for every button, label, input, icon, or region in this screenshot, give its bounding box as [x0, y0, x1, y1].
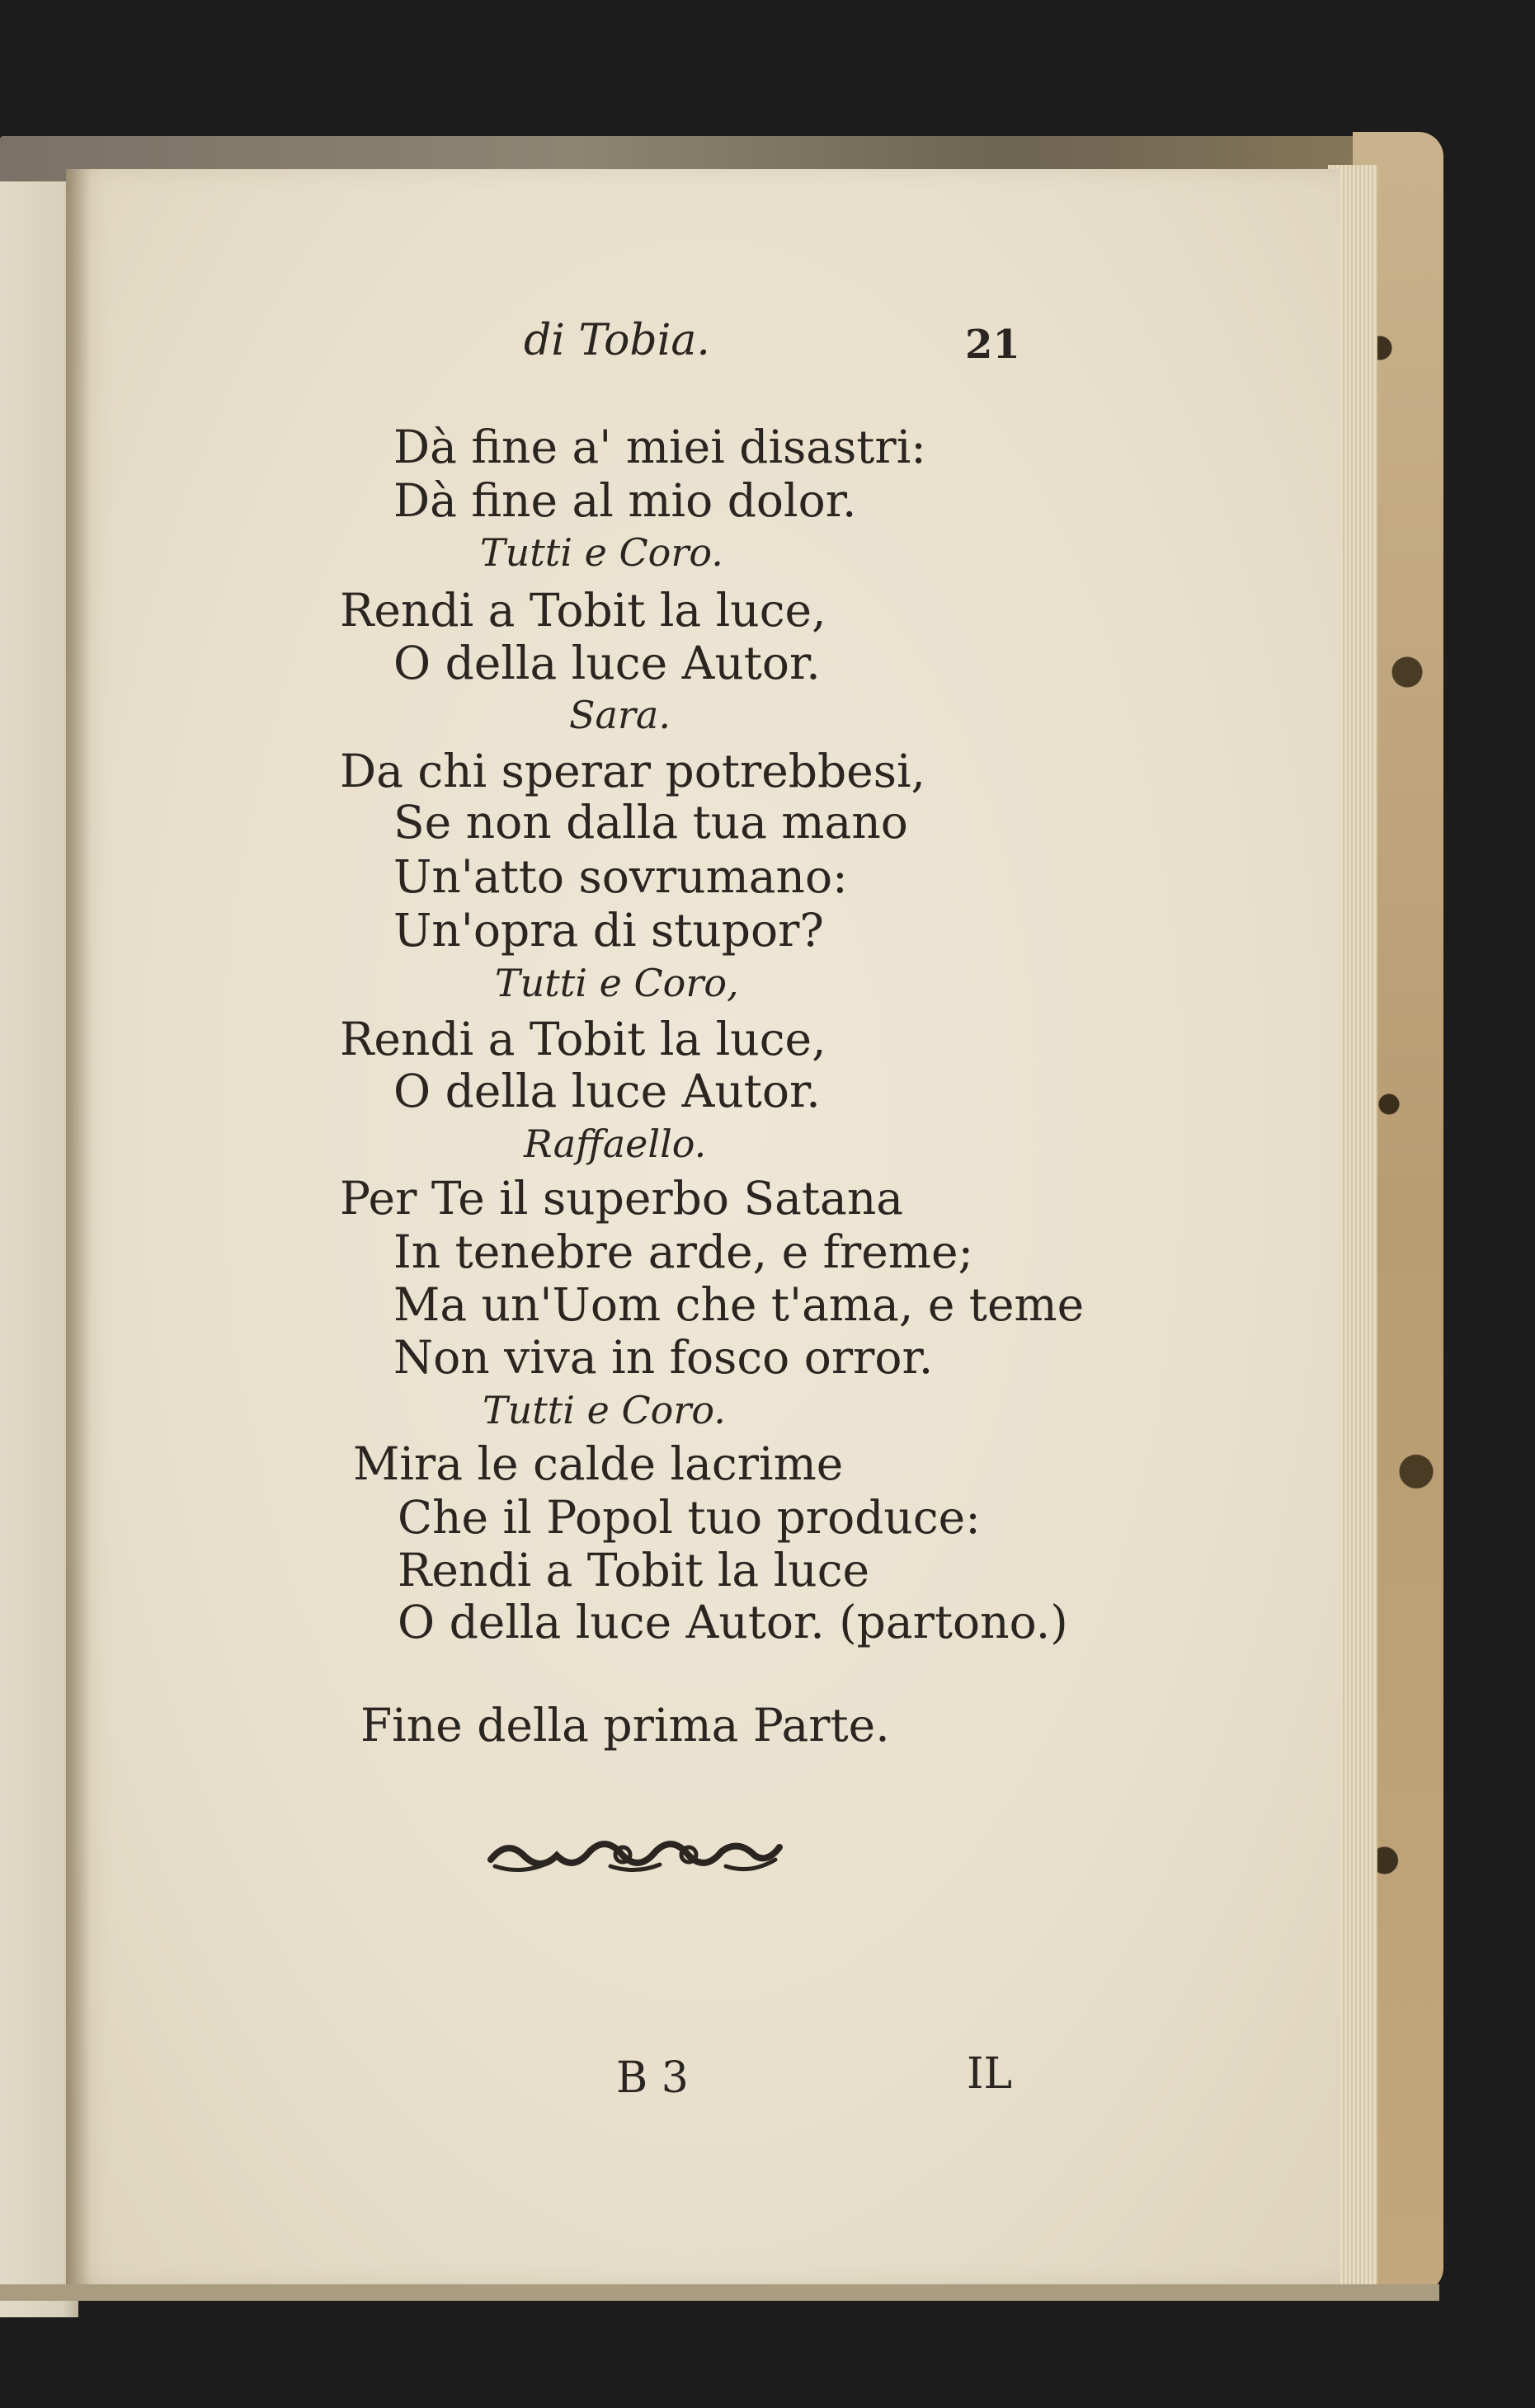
- speaker-label: Tutti e Coro.: [480, 530, 723, 575]
- speaker-label: Sara.: [569, 693, 671, 737]
- verse-line: Un'opra di stupor?: [393, 904, 824, 957]
- verse-line: Dà fine al mio dolor.: [393, 474, 857, 527]
- verse-line: O della luce Autor.: [393, 1065, 821, 1117]
- verse-line: O della luce Autor.: [393, 637, 821, 689]
- book-bottom-edge: [0, 2284, 1439, 2301]
- signature-mark: B 3: [616, 2053, 689, 2103]
- page-number: 21: [965, 322, 1020, 368]
- speaker-label: Tutti e Coro,: [495, 961, 739, 1005]
- catchword: IL: [967, 2049, 1013, 2099]
- printer-ornament: [487, 1835, 784, 1876]
- verse-line: Dà fine a' miei disastri:: [393, 421, 926, 473]
- running-head: di Tobia.: [524, 316, 710, 365]
- verse-line: Per Te il superbo Satana: [340, 1172, 904, 1225]
- end-of-part-note: Fine della prima Parte.: [360, 1699, 890, 1752]
- verse-line: Mira le calde lacrime: [353, 1437, 844, 1490]
- verse-line: Che il Popol tuo produce:: [398, 1491, 981, 1544]
- speaker-label: Tutti e Coro.: [483, 1388, 726, 1432]
- verse-line: Rendi a Tobit la luce,: [340, 584, 826, 637]
- verse-line: In tenebre arde, e freme;: [393, 1225, 974, 1278]
- verse-line: Rendi a Tobit la luce,: [340, 1013, 826, 1065]
- verse-line: Se non dalla tua mano: [393, 796, 908, 849]
- verse-line: Rendi a Tobit la luce: [398, 1544, 870, 1597]
- verse-line: Da chi sperar potrebbesi,: [340, 745, 926, 797]
- speaker-label: Raffaello.: [524, 1122, 707, 1166]
- page-gutter-shadow: [66, 169, 91, 2284]
- verse-line: Non viva in fosco orror.: [393, 1331, 934, 1384]
- verse-line: O della luce Autor. (partono.): [398, 1596, 1068, 1648]
- verse-line: Ma un'Uom che t'ama, e teme: [393, 1278, 1085, 1331]
- verse-line: Un'atto sovrumano:: [393, 850, 848, 903]
